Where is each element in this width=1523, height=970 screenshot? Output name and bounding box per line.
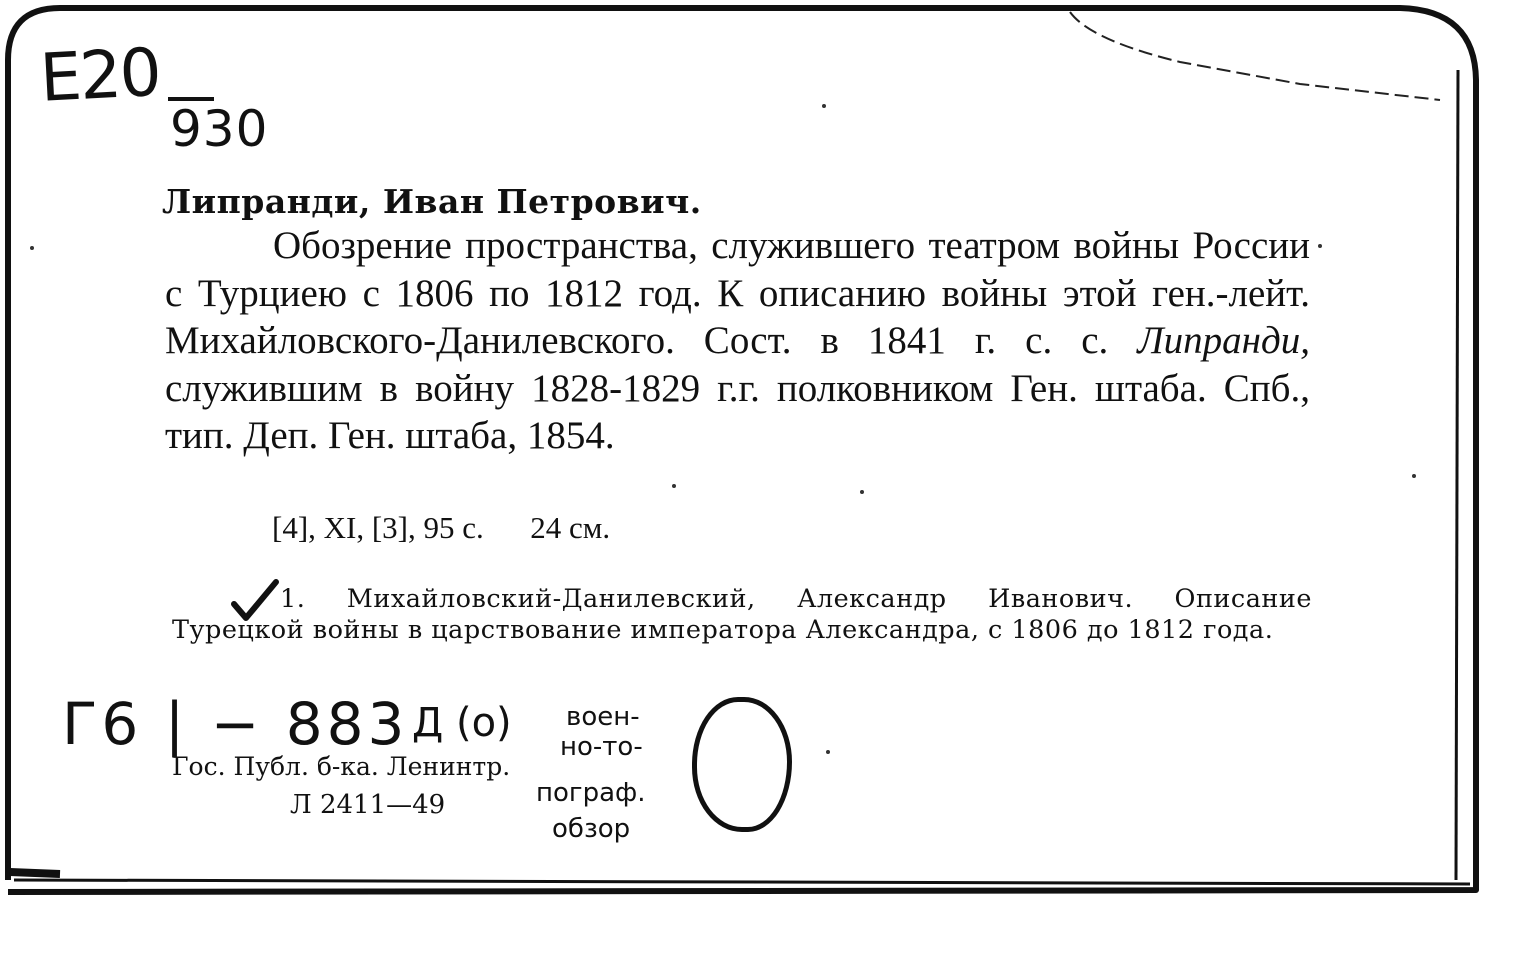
shelfmark-sub: 930 xyxy=(170,100,269,158)
description-part-1: Обозрение пространства, служившего театром войны России с Турциею с 1806 по 1812 год. К описанию войны этой ген.-лейт. Михайловского-Данилевского. Сост. в 1841 г. с. с. xyxy=(165,224,1310,362)
call-number-suffix: Д (о) xyxy=(412,700,512,746)
speck xyxy=(1412,474,1416,478)
author-italic: Липранди, xyxy=(1137,319,1310,362)
handwritten-annotation-4: обзор xyxy=(552,814,631,844)
collation: [4], XI, [3], 95 с. 24 см. xyxy=(272,510,611,545)
related-note: 1. Михайловский-Данилевский, Александр Иванович. Описание Турецкой войны в царствование императора Александра, с 1806 до 1812 года. xyxy=(172,584,1312,645)
call-number: Г6 | − 883 xyxy=(62,690,409,758)
library-stamp: Гос. Публ. б-ка. Ленинтр. xyxy=(172,752,511,781)
handwritten-annotation-1: воен- xyxy=(566,702,640,732)
speck xyxy=(826,750,830,754)
speck xyxy=(672,484,676,488)
handwritten-annotation-2: но-то- xyxy=(560,732,643,762)
speck xyxy=(860,490,864,494)
shelfmark-main: E20 xyxy=(38,33,162,117)
author-heading: Липранди, Иван Петрович. xyxy=(162,182,702,221)
title-description xyxy=(165,222,1310,460)
drawn-oval xyxy=(692,697,792,832)
speck xyxy=(822,104,826,108)
stamp-number: Л 2411—49 xyxy=(290,790,446,820)
speck xyxy=(30,246,34,250)
speck xyxy=(1318,244,1322,248)
handwritten-annotation-3: пограф. xyxy=(536,778,646,808)
description-part-2: служившим в войну 1828-1829 г.г. полковником Ген. штаба. Спб., тип. Деп. Ген. штаба, 1854. xyxy=(165,366,1310,457)
